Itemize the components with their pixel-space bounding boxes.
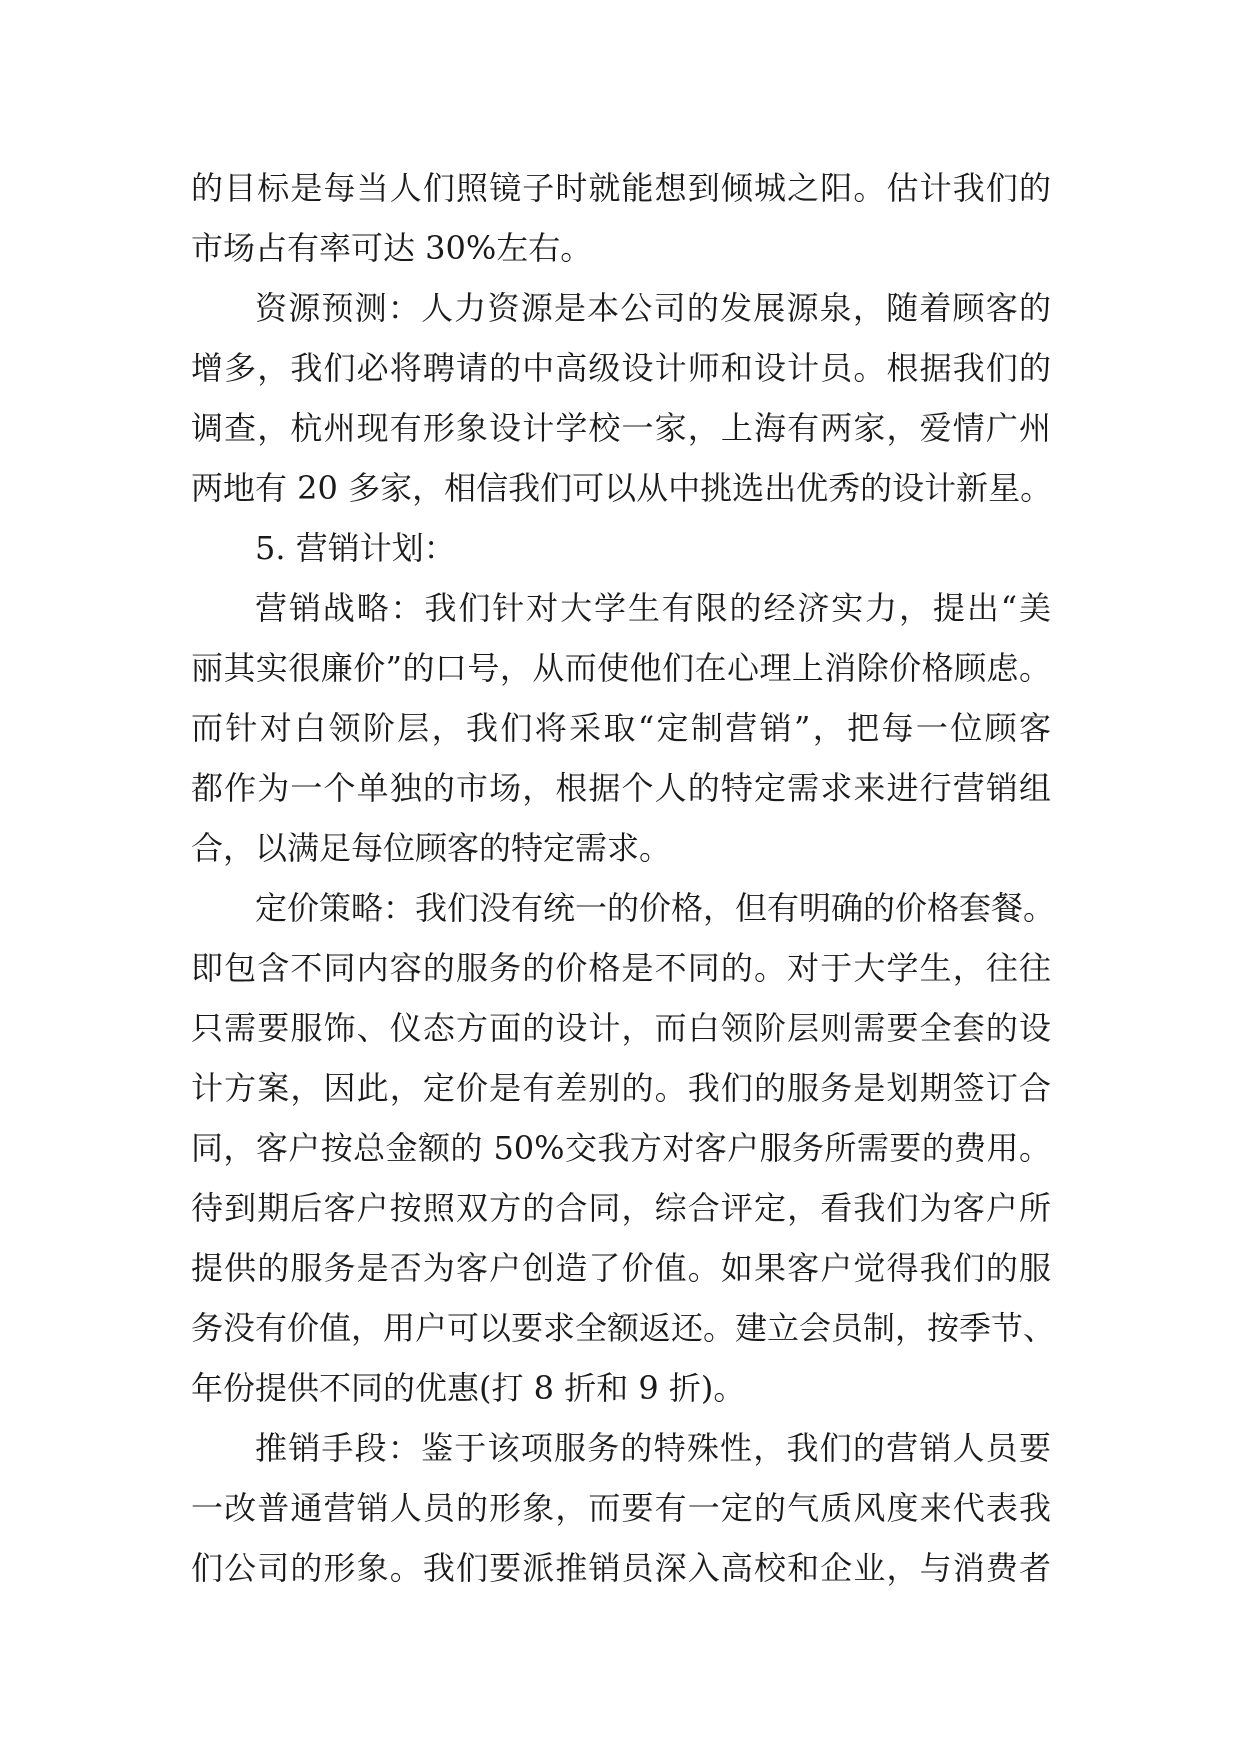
text-line: 即包含不同内容的服务的价格是不同的。对于大学生，往往: [191, 949, 1051, 987]
text-line: 市场占有率可达 30%左右。: [191, 229, 593, 267]
text-line: 提供的服务是否为客户创造了价值。如果客户觉得我们的服: [191, 1249, 1051, 1287]
text-line: 两地有 20 多家，相信我们可以从中挑选出优秀的设计新星。: [191, 469, 1053, 507]
text-line: 都作为一个单独的市场，根据个人的特定需求来进行营销组: [191, 769, 1051, 807]
text-line: 丽其实很廉价”的口号，从而使他们在心理上消除价格顾虑。: [191, 649, 1051, 687]
text-line: 资源预测：人力资源是本公司的发展源泉，随着顾客的: [255, 289, 1051, 327]
text-line: 调查，杭州现有形象设计学校一家，上海有两家，爱情广州: [191, 409, 1051, 447]
text-line: 计方案，因此，定价是有差别的。我们的服务是划期签订合: [191, 1069, 1051, 1107]
text-line: 增多，我们必将聘请的中高级设计师和设计员。根据我们的: [191, 349, 1051, 387]
text-line: 的目标是每当人们照镜子时就能想到倾城之阳。估计我们的: [191, 169, 1051, 207]
text-line: 们公司的形象。我们要派推销员深入高校和企业，与消费者: [191, 1549, 1051, 1587]
text-line: 而针对白领阶层，我们将采取“定制营销”，把每一位顾客: [191, 709, 1051, 747]
text-line: 营销战略：我们针对大学生有限的经济实力，提出“美: [255, 589, 1051, 627]
text-line: 只需要服饰、仪态方面的设计，而白领阶层则需要全套的设: [191, 1009, 1051, 1047]
text-line: 一改普通营销人员的形象，而要有一定的气质风度来代表我: [191, 1489, 1051, 1527]
text-line: 合，以满足每位顾客的特定需求。: [191, 829, 672, 867]
document-body: [191, 158, 1056, 1598]
text-line: 年份提供不同的优惠(打 8 折和 9 折)。: [191, 1369, 746, 1407]
text-line: 待到期后客户按照双方的合同，综合评定，看我们为客户所: [191, 1189, 1051, 1227]
text-line: 务没有价值，用户可以要求全额返还。建立会员制，按季节、: [191, 1309, 1056, 1347]
text-line: 推销手段：鉴于该项服务的特殊性，我们的营销人员要: [255, 1429, 1051, 1467]
section-heading: 5. 营销计划：: [255, 529, 456, 567]
text-line: 定价策略：我们没有统一的价格，但有明确的价格套餐。: [255, 889, 1056, 927]
text-line: 同，客户按总金额的 50%交我方对客户服务所需要的费用。: [191, 1129, 1051, 1167]
